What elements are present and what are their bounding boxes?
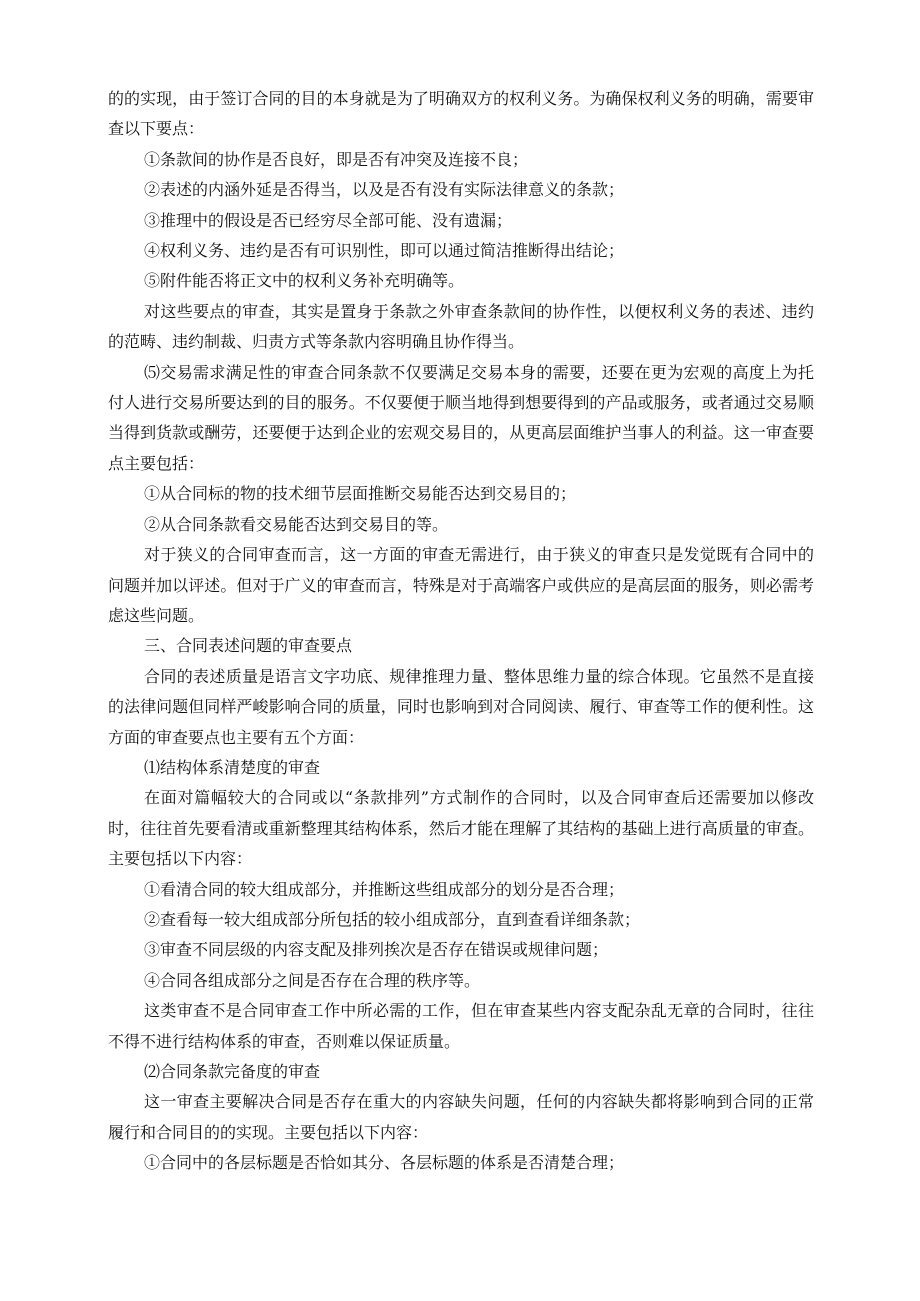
paragraph: 在面对篇幅较大的合同或以“条款排列”方式制作的合同时，以及合同审查后还需要加以修改时，往往首先要看清或重新整理其结构体系，然后才能在理解了其结构的基础上进行高质量的审查。主要包括以下内容： <box>108 788 814 869</box>
paragraph: 对于狭义的合同审查而言，这一方面的审查无需进行，由于狭义的审查只是发觉既有合同中的问题并加以评述。但对于广义的审查而言，特殊是对于高端客户或供应的是高层面的服务，则必需考虑这些问题。 <box>108 545 814 625</box>
list-item: ①从合同标的物的技术细节层面推断交易能否达到交易目的； <box>144 484 577 504</box>
subsection-heading: ⑵合同条款完备度的审查 <box>144 1062 321 1081</box>
paragraph: 这类审查不是合同审查工作中所必需的工作，但在审查某些内容支配杂乱无章的合同时，往往不得不进行结构体系的审查，否则难以保证质量。 <box>108 1001 814 1051</box>
paragraph: 对这些要点的审查，其实是置身于条款之外审查条款间的协作性，以便权利义务的表述、违约的范畴、违约制裁、归责方式等条款内容明确且协作得当。 <box>108 301 814 352</box>
list-item: ③推理中的假设是否已经穷尽全部可能、没有遗漏； <box>144 210 513 230</box>
list-item: ②表述的内涵外延是否得当，以及是否有没有实际法律意义的条款； <box>144 180 625 200</box>
list-item: ④权利义务、违约是否有可识别性，即可以通过简洁推断得出结论； <box>144 241 625 261</box>
paragraph: 合同的表述质量是语言文字功底、规律推理力量、整体思维力量的综合体现。它虽然不是直接的法律问题但同样严峻影响合同的质量，同时也影响到对合同阅读、履行、审查等工作的便利性。这方面的审查要点也主要有五个方面： <box>108 666 814 747</box>
list-item: ③审查不同层级的内容支配及排列挨次是否存在错误或规律问题； <box>144 940 609 960</box>
list-item: ④合同各组成部分之间是否存在合理的秩序等。 <box>144 970 481 990</box>
list-item: ①看清合同的较大组成部分，并推断这些组成部分的划分是否合理； <box>144 879 625 899</box>
list-item: ⑤附件能否将正文中的权利义务补充明确等。 <box>144 271 465 291</box>
list-item: ②从合同条款看交易能否达到交易目的等。 <box>144 514 449 534</box>
paragraph: 这一审查主要解决合同是否存在重大的内容缺失问题，任何的内容缺失都将影响到合同的正常履行和合同目的的实现。主要包括以下内容： <box>108 1092 814 1142</box>
document-page <box>108 84 814 1179</box>
section-heading: 三、合同表述问题的审查要点 <box>144 636 353 656</box>
paragraph: 的的实现，由于签订合同的目的本身就是为了明确双方的权利义务。为确保权利义务的明确，需要审查以下要点： <box>108 89 814 139</box>
list-item: ①条款间的协作是否良好，即是否有冲突及连接不良； <box>144 149 529 169</box>
list-item: ①合同中的各层标题是否恰如其分、各层标题的体系是否清楚合理； <box>144 1153 625 1173</box>
paragraph: ⑸交易需求满足性的审查合同条款不仅要满足交易本身的需要，还要在更为宏观的高度上为托付人进行交易所要达到的目的服务。不仅要便于顺当地得到想要得到的产品或服务，或者通过交易顺当得到货款或酬劳，还要便于达到企业的宏观交易目的，从更高层面维护当事人的利益。这一审查要点主要包括： <box>108 362 814 473</box>
subsection-heading: ⑴结构体系清楚度的审查 <box>144 757 321 777</box>
list-item: ②查看每一较大组成部分所包括的较小组成部分，直到查看详细条款； <box>144 909 641 929</box>
